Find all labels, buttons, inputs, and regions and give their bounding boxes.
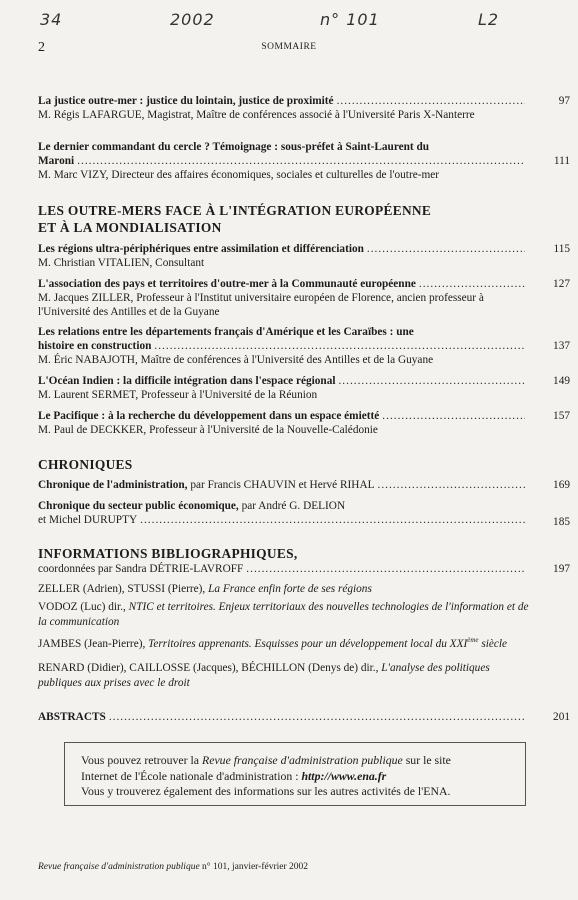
- entry-page: 149: [553, 375, 570, 387]
- entry-page: 169: [553, 479, 570, 491]
- book-ref: [38, 600, 530, 630]
- toc-entry: [38, 325, 570, 367]
- entry-page: 97: [558, 95, 570, 107]
- entry-author: M. Marc VIZY, Directeur des affaires économiques, sociales et culturelles de l'outre-mer: [38, 169, 440, 181]
- entry-page: 137: [553, 340, 570, 352]
- entry-author: M. Paul de DECKKER, Professeur à l'Université de la Nouvelle-Calédonie: [38, 424, 378, 436]
- leader-dots: [419, 277, 525, 291]
- book-ref: [38, 633, 530, 652]
- book-authors: VODOZ (Luc) dir.,: [38, 601, 126, 613]
- leader-dots: [246, 562, 525, 576]
- page-footer: Revue française d'administration publique n° 101, janvier-février 2002: [38, 862, 309, 872]
- abstracts-title: ABSTRACTS: [38, 711, 106, 723]
- entry-title: Les régions ultra-périphériques entre assimilation et différenciation: [38, 243, 364, 255]
- entry-author: M. Régis LAFARGUE, Magistrat, Maître de conférences associé à l'Université Paris X-Nanterre: [38, 109, 475, 121]
- leader-dots: [77, 154, 525, 168]
- book-title: La France enfin forte de ses régions: [208, 583, 372, 595]
- entry-author: M. Laurent SERMET, Professeur à l'Université de la Réunion: [38, 389, 318, 401]
- leader-dots: [337, 94, 525, 108]
- leader-dots: [338, 374, 525, 388]
- chronique-authors: par Francis CHAUVIN et Hervé RIHAL: [190, 479, 375, 491]
- page-header: SOMMAIRE: [261, 42, 317, 52]
- book-authors: RENARD (Didier), CAILLOSSE (Jacques), BÉCHILLON (Denys de) dir.,: [38, 662, 379, 674]
- book-title: L'analyse des politiques publiques aux prises avec le droit: [38, 662, 490, 689]
- entry-page: 201: [553, 711, 570, 723]
- toc-entry: [38, 409, 570, 437]
- page-number: 2: [38, 40, 45, 55]
- book-title: NTIC et territoires. Enjeux territoriaux des nouvelles technologies de l'information et de la communication: [38, 601, 529, 628]
- toc-entry: [38, 562, 570, 576]
- section-heading: [38, 202, 498, 236]
- chronique-title: Chronique du secteur public économique,: [38, 500, 239, 512]
- handwritten-note: n° 101: [320, 10, 380, 29]
- entry-title: La justice outre-mer : justice du lointain, justice de proximité: [38, 95, 334, 107]
- section-heading-line: LES OUTRE-MERS FACE À L'INTÉGRATION EUROPÉENNE: [38, 203, 432, 218]
- chronique-title: Chronique de l'administration,: [38, 479, 188, 491]
- chronique-authors-cont: et Michel DURUPTY: [38, 514, 138, 526]
- book-authors: JAMBES (Jean-Pierre),: [38, 637, 146, 650]
- entry-page: 197: [553, 563, 570, 575]
- handwritten-note: L2: [478, 10, 500, 29]
- entry-title: Les relations entre les départements français d'Amérique et les Caraïbes : une: [38, 326, 414, 338]
- entry-page: 111: [553, 155, 570, 167]
- entry-author: M. Éric NABAJOTH, Maître de conférences à l'Université des Antilles et de la Guyane: [38, 354, 434, 366]
- website-url[interactable]: http://www.ena.fr: [301, 768, 387, 783]
- handwritten-note: 34: [40, 10, 63, 29]
- toc-entry: [38, 277, 570, 319]
- book-ref: [38, 661, 530, 691]
- book-ref: [38, 582, 530, 597]
- section-heading: CHRONIQUES: [38, 457, 133, 472]
- leader-dots: [109, 710, 525, 724]
- section-heading-line: ET À LA MONDIALISATION: [38, 220, 222, 235]
- entry-title-cont: Maroni: [38, 155, 75, 167]
- toc-entry: [38, 94, 570, 122]
- leader-dots: [378, 478, 526, 492]
- entry-author: M. Christian VITALIEN, Consultant: [38, 257, 205, 269]
- entry-title: Le dernier commandant du cercle ? Témoignage : sous-préfet à Saint-Laurent du: [38, 141, 430, 153]
- entry-page: 157: [553, 410, 570, 422]
- toc-entry: [38, 499, 570, 528]
- coordinator: coordonnées par Sandra DÉTRIE-LAVROFF: [38, 563, 244, 575]
- entry-title-cont: histoire en construction: [38, 340, 152, 352]
- entry-title: Le Pacifique : à la recherche du développement dans un espace émietté: [38, 410, 380, 422]
- entry-title: L'association des pays et territoires d'outre-mer à la Communauté européenne: [38, 278, 416, 290]
- leader-dots: [382, 409, 525, 423]
- entry-title: L'Océan Indien : la difficile intégration dans l'espace régional: [38, 375, 336, 387]
- entry-page: 127: [553, 278, 570, 290]
- toc-entry: [38, 710, 570, 724]
- book-authors: ZELLER (Adrien), STUSSI (Pierre),: [38, 583, 206, 595]
- entry-page: 185: [553, 516, 570, 528]
- leader-dots: [140, 513, 525, 527]
- toc-entry: [38, 374, 570, 402]
- chronique-authors: par André G. DELION: [241, 500, 346, 512]
- toc-entry: [38, 242, 570, 270]
- book-title: Territoires apprenants. Esquisses pour un développement local du XXIème siècle: [148, 636, 508, 650]
- entry-page: 115: [553, 243, 570, 255]
- toc-entry: [38, 140, 570, 182]
- info-box: Vous pouvez retrouver la Revue française d'administration publique sur le site Internet de l'École nationale d'administration : http://www.ena.fr Vous y trouverez également des informations sur les autres activités de l'ENA.: [64, 742, 526, 806]
- leader-dots: [367, 242, 525, 256]
- toc-entry: [38, 478, 570, 492]
- entry-author: M. Jacques ZILLER, Professeur à l'Institut universitaire européen de Florence, ancien professeur à l'Université des Antilles et de la Guyane: [38, 292, 484, 318]
- handwritten-note: 2002: [170, 10, 215, 29]
- leader-dots: [154, 339, 525, 353]
- section-heading: INFORMATIONS BIBLIOGRAPHIQUES,: [38, 546, 298, 561]
